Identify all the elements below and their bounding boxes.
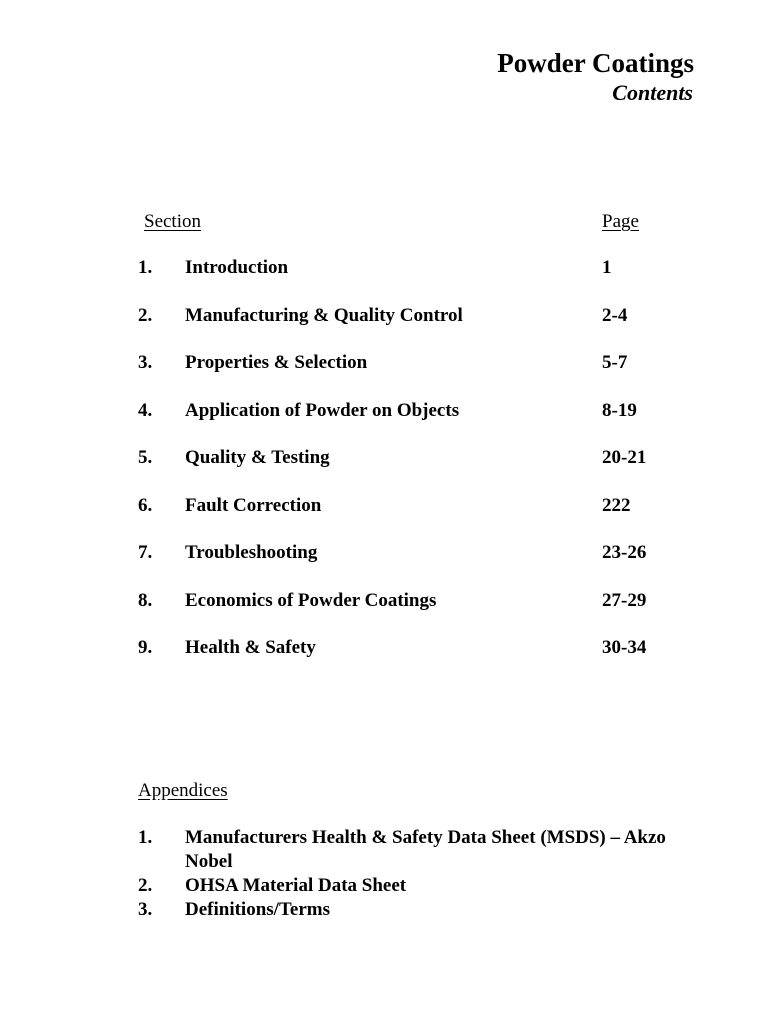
- toc-title: Quality & Testing: [185, 447, 330, 468]
- toc-title: Fault Correction: [185, 494, 322, 516]
- toc-page: 23-26: [602, 542, 647, 563]
- toc-number: 4.: [138, 399, 153, 421]
- toc-title: Introduction: [185, 257, 289, 278]
- appendix-title: OHSA Material Data Sheet: [185, 875, 407, 896]
- toc-row: [0, 636, 768, 684]
- toc-page: 8-19: [602, 399, 637, 421]
- toc-title: Application of Powder on Objects: [185, 399, 460, 421]
- toc-row: [0, 541, 768, 589]
- toc-row: [0, 446, 768, 494]
- toc-row: [0, 399, 768, 447]
- appendices-list: [0, 826, 768, 922]
- page-column-header: Page: [602, 211, 639, 232]
- toc-number: 9.: [138, 637, 153, 658]
- toc-page: 222: [602, 494, 631, 516]
- toc-row: [0, 256, 768, 304]
- section-column-header: Section: [144, 211, 201, 232]
- toc-page: 27-29: [602, 589, 647, 611]
- toc-number: 8.: [138, 589, 153, 611]
- toc-title: Properties & Selection: [185, 352, 368, 373]
- toc-row: [0, 351, 768, 399]
- toc-number: 7.: [138, 542, 153, 563]
- toc-number: 6.: [138, 494, 153, 516]
- document-title: Powder Coatings: [497, 48, 694, 78]
- toc-page: 1: [602, 257, 612, 278]
- appendices-header: Appendices: [138, 780, 228, 801]
- appendix-number: 1.: [138, 827, 153, 848]
- toc-title: Troubleshooting: [185, 542, 318, 563]
- document-subtitle: Contents: [612, 80, 693, 105]
- toc-title: Economics of Powder Coatings: [185, 589, 437, 611]
- toc-row: [0, 304, 768, 352]
- appendix-item: [0, 874, 768, 898]
- toc-number: 5.: [138, 447, 153, 468]
- toc-row: [0, 494, 768, 542]
- appendix-item: [0, 826, 768, 874]
- toc-page: 2-4: [602, 304, 628, 326]
- toc-page: 30-34: [602, 637, 647, 658]
- appendix-item: [0, 898, 768, 922]
- toc-row: [0, 589, 768, 637]
- toc-number: 3.: [138, 352, 153, 373]
- toc-page: 5-7: [602, 352, 628, 373]
- appendix-number: 3.: [138, 899, 153, 920]
- toc-page: 20-21: [602, 447, 647, 468]
- toc-number: 1.: [138, 257, 153, 278]
- table-of-contents: [0, 256, 768, 684]
- toc-number: 2.: [138, 304, 153, 326]
- appendix-title: Manufacturers Health & Safety Data Sheet (MSDS) – Akzo Nobel: [185, 827, 666, 872]
- toc-title: Manufacturing & Quality Control: [185, 304, 463, 326]
- appendix-title: Definitions/Terms: [185, 899, 330, 920]
- appendix-number: 2.: [138, 875, 153, 896]
- toc-title: Health & Safety: [185, 637, 316, 658]
